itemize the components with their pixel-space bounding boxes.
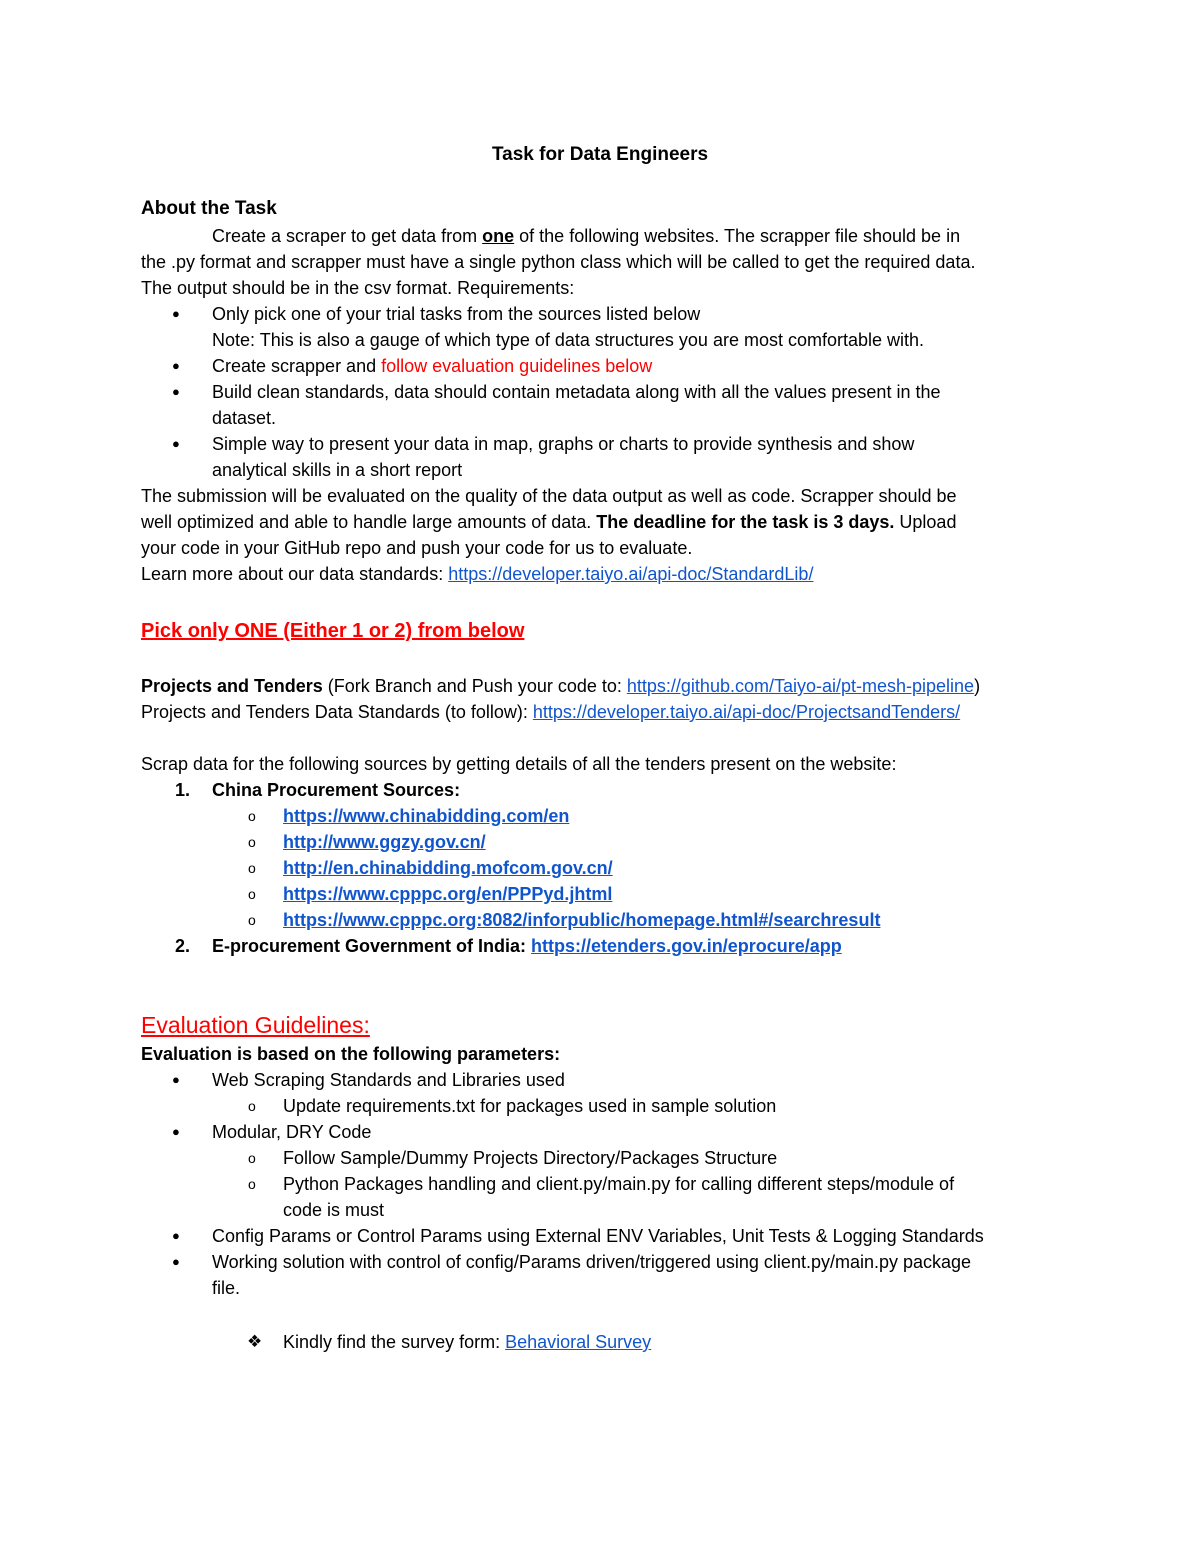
- emphasis-one: one: [482, 226, 515, 246]
- bullet-icon: ●: [172, 1254, 180, 1269]
- requirement-item-4-cont: analytical skills in a short report: [212, 460, 463, 480]
- deadline-text: The deadline for the task is 3 days.: [596, 512, 895, 532]
- behavioral-survey-link[interactable]: Behavioral Survey: [505, 1332, 652, 1352]
- sub-bullet-icon: o: [248, 1176, 256, 1192]
- requirement-item-3: Build clean standards, data should contain metadata along with all the values present in the: [212, 382, 941, 402]
- pick-heading: Pick only ONE (Either 1 or 2) from below: [141, 620, 525, 642]
- evaluation-item-1a: Update requirements.txt for packages used in sample solution: [283, 1096, 777, 1116]
- requirement-item-1-note: Note: This is also a gauge of which type of data structures you are most comfortable with.: [212, 330, 925, 350]
- china-source-link[interactable]: https://www.cpppc.org/en/PPPyd.jhtml: [283, 884, 613, 904]
- requirement-item-3-cont: dataset.: [212, 408, 277, 428]
- evaluation-item-2b: Python Packages handling and client.py/main.py for calling different steps/module of: [283, 1174, 955, 1194]
- sub-bullet-icon: o: [248, 834, 256, 850]
- china-source-link[interactable]: https://www.chinabidding.com/en: [283, 806, 570, 826]
- scrap-instructions: Scrap data for the following sources by getting details of all the tenders present on the website:: [141, 754, 897, 774]
- projects-tenders-line: Projects and Tenders (Fork Branch and Push your code to: https://github.com/Taiyo-ai/pt-mesh-pipeline): [141, 676, 981, 696]
- red-highlight-text: follow evaluation guidelines below: [381, 356, 653, 376]
- india-eprocure-link[interactable]: https://etenders.gov.in/eprocure/app: [531, 936, 842, 956]
- submission-line2: well optimized and able to handle large amounts of data. The deadline for the task is 3 days. Upload: [141, 512, 957, 532]
- submission-line1: The submission will be evaluated on the quality of the data output as well as code. Scrapper should be: [141, 486, 957, 506]
- about-paragraph-line1: Create a scraper to get data from one of the following websites. The scrapper file should be in: [212, 226, 961, 246]
- china-source-link[interactable]: http://en.chinabidding.mofcom.gov.cn/: [283, 858, 613, 878]
- evaluation-item-2: Modular, DRY Code: [212, 1122, 372, 1142]
- india-source-line: E-procurement Government of India: https://etenders.gov.in/eprocure/app: [212, 936, 842, 956]
- evaluation-item-2a: Follow Sample/Dummy Projects Directory/Packages Structure: [283, 1148, 778, 1168]
- china-source-link[interactable]: https://www.cpppc.org:8082/inforpublic/homepage.html#/searchresult: [283, 910, 881, 930]
- survey-line: Kindly find the survey form: Behavioral Survey: [283, 1332, 652, 1352]
- sub-bullet-icon: o: [248, 912, 256, 928]
- standard-lib-link[interactable]: https://developer.taiyo.ai/api-doc/StandardLib/: [448, 564, 814, 584]
- requirement-item-1: Only pick one of your trial tasks from the sources listed below: [212, 304, 701, 324]
- about-paragraph-line2: the .py format and scrapper must have a single python class which will be called to get the required data.: [141, 252, 976, 272]
- bullet-icon: ●: [172, 306, 180, 321]
- bullet-icon: ●: [172, 1072, 180, 1087]
- china-sources-heading: China Procurement Sources:: [212, 780, 461, 800]
- bullet-icon: ●: [172, 1124, 180, 1139]
- data-standards-line: Projects and Tenders Data Standards (to follow): https://developer.taiyo.ai/api-doc/ProjectsandTenders/: [141, 702, 961, 722]
- evaluation-item-2b-cont: code is must: [283, 1200, 385, 1220]
- evaluation-item-3: Config Params or Control Params using External ENV Variables, Unit Tests & Logging Standards: [212, 1226, 984, 1246]
- bullet-icon: ●: [172, 358, 180, 373]
- bullet-icon: ●: [172, 436, 180, 451]
- evaluation-item-4-cont: file.: [212, 1278, 241, 1298]
- evaluation-subheading: Evaluation is based on the following parameters:: [141, 1044, 561, 1064]
- sub-bullet-icon: o: [248, 886, 256, 902]
- evaluation-item-4: Working solution with control of config/Params driven/triggered using client.py/main.py package: [212, 1252, 972, 1272]
- china-source-link[interactable]: http://www.ggzy.gov.cn/: [283, 832, 486, 852]
- list-number-2: 2.: [175, 936, 191, 956]
- sub-bullet-icon: o: [248, 860, 256, 876]
- projects-tenders-standards-link[interactable]: https://developer.taiyo.ai/api-doc/ProjectsandTenders/: [532, 702, 961, 722]
- sub-bullet-icon: o: [248, 1098, 256, 1114]
- diamond-bullet-icon: ❖: [247, 1332, 263, 1351]
- submission-line3: your code in your GitHub repo and push your code for us to evaluate.: [141, 538, 693, 558]
- github-pipeline-link[interactable]: https://github.com/Taiyo-ai/pt-mesh-pipeline: [626, 676, 975, 696]
- page-title: Task for Data Engineers: [491, 144, 709, 165]
- about-paragraph-line3: The output should be in the csv format. Requirements:: [141, 278, 575, 298]
- bullet-icon: ●: [172, 1228, 180, 1243]
- sub-bullet-icon: o: [248, 1150, 256, 1166]
- requirement-item-2: Create scrapper and follow evaluation guidelines below: [212, 356, 653, 376]
- requirement-item-4: Simple way to present your data in map, graphs or charts to provide synthesis and show: [212, 434, 915, 454]
- list-number-1: 1.: [175, 780, 191, 800]
- bullet-icon: ●: [172, 384, 180, 399]
- sub-bullet-icon: o: [248, 808, 256, 824]
- about-heading: About the Task: [141, 198, 277, 219]
- standards-line: Learn more about our data standards: https://developer.taiyo.ai/api-doc/StandardLib/: [141, 564, 814, 584]
- evaluation-item-1: Web Scraping Standards and Libraries used: [212, 1070, 565, 1090]
- evaluation-heading: Evaluation Guidelines:: [141, 1012, 370, 1038]
